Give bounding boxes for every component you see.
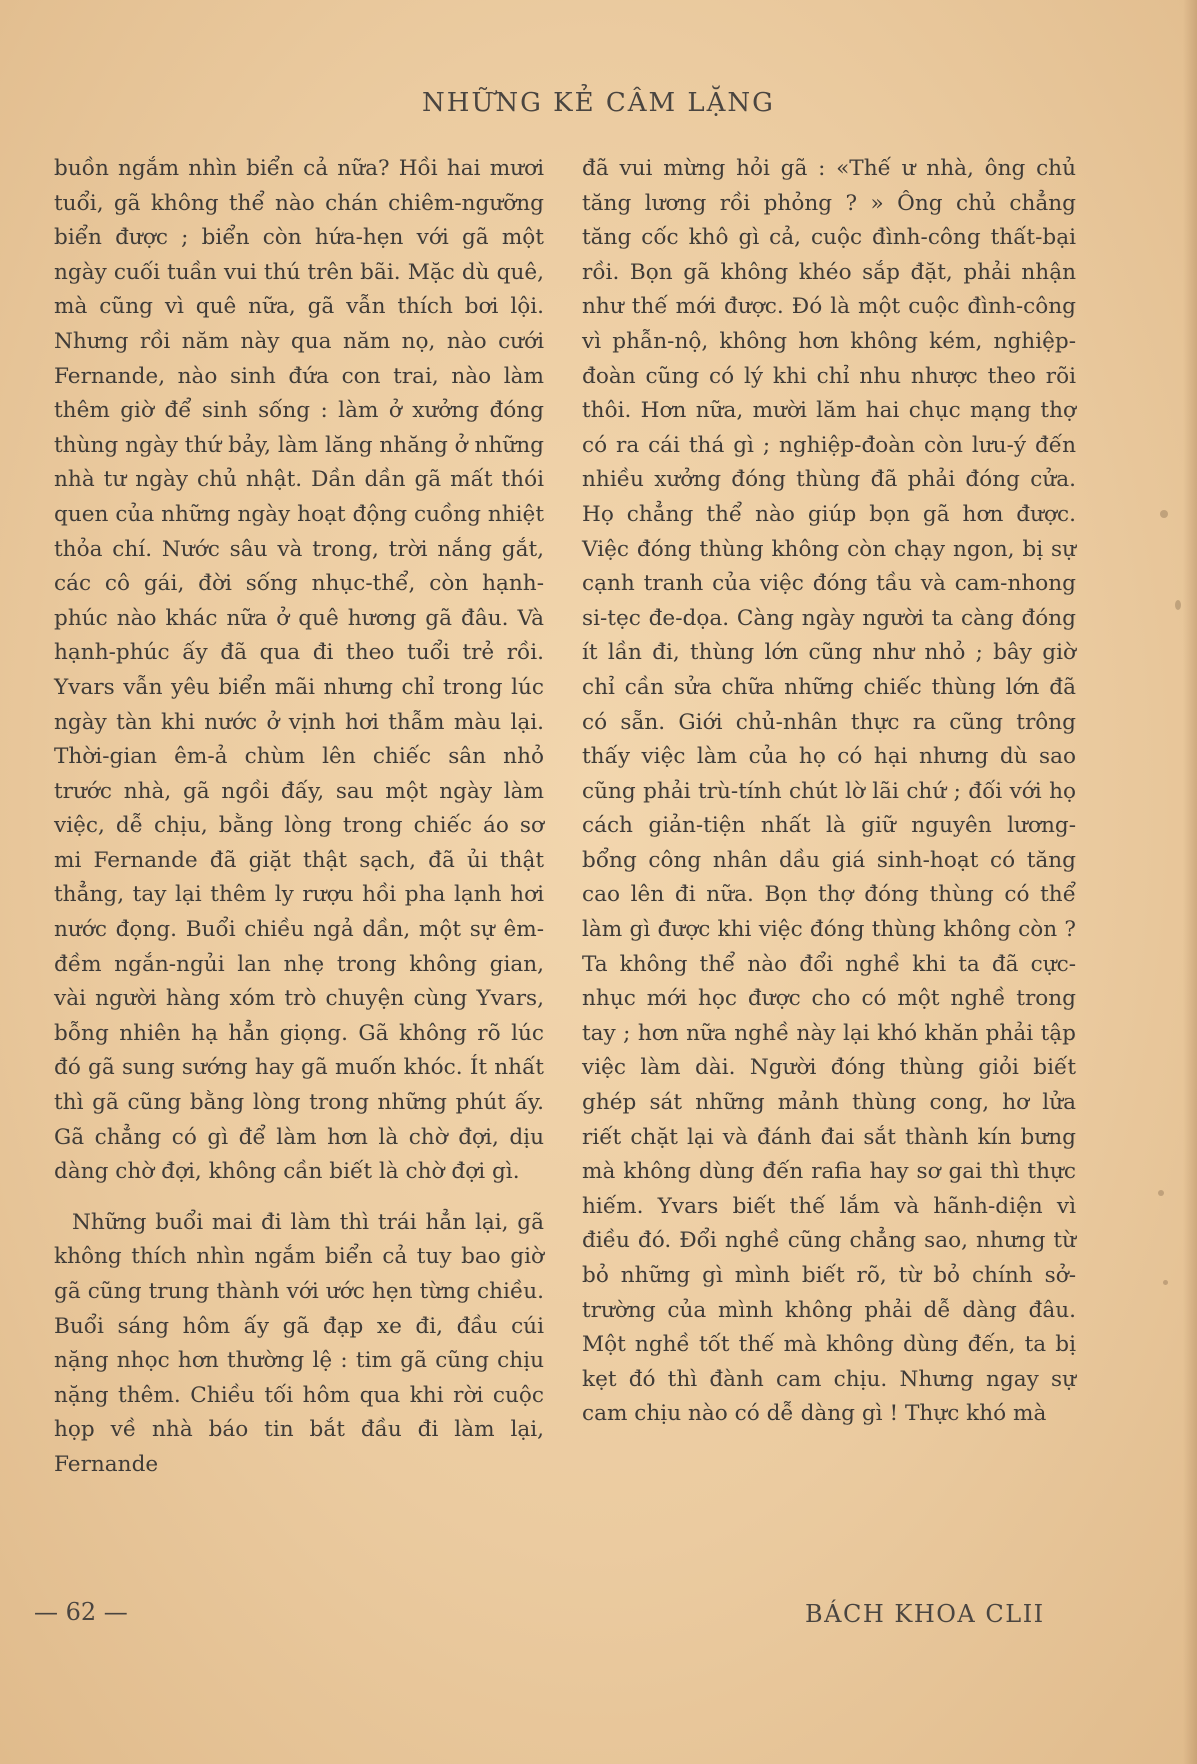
right-column — [582, 152, 1076, 1432]
page-edge-shadow — [1183, 0, 1197, 1764]
left-column — [54, 152, 544, 1483]
running-title: NHỮNG KẺ CÂM LẶNG — [422, 88, 775, 118]
left-paragraph-2: Những buổi mai đi làm thì trái hẳn lại, gã không thích nhìn ngắm biển cả tuy bao giờ gã cũng trung thành với ước hẹn từng chiều. Buổi sáng hôm ấy gã đạp xe đi, đầu cúi nặng nhọc hơn thường lệ : tim gã cũng chịu nặng thêm. Chiều tối hôm qua khi rời cuộc họp về nhà báo tin bắt đầu đi làm lại, Fernande — [54, 1209, 544, 1477]
page-number: — 62 — — [34, 1598, 128, 1626]
right-paragraph-1: đã vui mừng hỏi gã : «Thế ư nhà, ông chủ tăng lương rồi phỏng ? » Ông chủ chẳng tăng cốc khô gì cả, cuộc đình-công thất-bại rồi. Bọn gã không khéo sắp đặt, phải nhận như thế mới được. Đó là một cuộc đình-công vì phẫn-nộ, không hơn không kém, nghiệp-đoàn cũng có lý khi chỉ nhu nhược theo rõi thôi. Hơn nữa, mười lăm hai chục mạng thợ có ra cái thá gì ; nghiệp-đoàn còn lưu-ý đến nhiều xưởng đóng thùng đã phải đóng cửa. Họ chẳng thể nào giúp bọn gã hơn được. Việc đóng thùng không còn chạy ngon, bị sự cạnh tranh của việc đóng tầu và cam-nhong si-tẹc đe-dọa. Càng ngày người ta càng đóng ít lần đi, thùng lớn cũng như nhỏ ; bây giờ chỉ cần sửa chữa những chiếc thùng lớn đã có sẵn. Giới chủ-nhân thực ra cũng trông thấy việc làm của họ có hại nhưng dù sao cũng phải trù-tính chút lờ lãi chứ ; đối với họ cách giản-tiện nhất là giữ nguyên lương-bổng công nhân dầu giá sinh-hoạt có tăng cao lên đi nữa. Bọn thợ đóng thùng có thể làm gì được khi việc đóng thùng không còn ? Ta không thể nào đổi nghề khi ta đã cực-nhục mới học được cho có một nghề trong tay ; hơn nữa nghề này lại khó khăn phải tập việc làm dài. Người đóng thùng giỏi biết ghép sát những mảnh thùng cong, hơ lửa riết chặt lại và đánh đai sắt thành kín bưng mà không dùng đến rafia hay sơ gai thì thực hiếm. Yvars biết thế lắm và hãnh-diện vì điều đó. Đổi nghề cũng chẳng sao, nhưng từ bỏ những gì mình biết rõ, từ bỏ chính sở-trường của mình không phải dễ dàng đâu. Một nghề tốt thế mà không dùng đến, ta bị kẹt đó thì đành cam chịu. Nhưng ngay sự cam chịu nào có dễ dàng gì ! Thực khó mà — [582, 156, 1076, 1427]
paper-stain — [1175, 600, 1181, 610]
paper-stain — [1158, 1190, 1164, 1196]
paper-stain — [1163, 1280, 1168, 1285]
left-paragraph-1: buồn ngắm nhìn biển cả nữa? Hồi hai mươi tuổi, gã không thể nào chán chiêm-ngưỡng biển được ; biển còn hứa-hẹn với gã một ngày cuối tuần vui thú trên bãi. Mặc dù quê, mà cũng vì quê nữa, gã vẫn thích bơi lội. Nhưng rồi năm này qua năm nọ, nào cưới Fernande, nào sinh đứa con trai, nào làm thêm giờ để sinh sống : làm ở xưởng đóng thùng ngày thứ bảy, làm lăng nhăng ở những nhà tư ngày chủ nhật. Dần dần gã mất thói quen của những ngày hoạt động cuồng nhiệt thỏa chí. Nước sâu và trong, trời nắng gắt, các cô gái, đời sống nhục-thể, còn hạnh-phúc nào khác nữa ở quê hương gã đâu. Và hạnh-phúc ấy đã qua đi theo tuổi trẻ rồi. Yvars vẫn yêu biển mãi nhưng chỉ trong lúc ngày tàn khi nước ở vịnh hơi thẫm màu lại. Thời-gian êm-ả chùm lên chiếc sân nhỏ trước nhà, gã ngồi đấy, sau một ngày làm việc, dễ chịu, bằng lòng trong chiếc áo sơ mi Fernande đã giặt thật sạch, đã ủi thật thẳng, tay lại thêm ly rượu hồi pha lạnh hơi nước đọng. Buổi chiều ngả dần, một sự êm-đềm ngắn-ngủi lan nhẹ trong không gian, vài người hàng xóm trò chuyện cùng Yvars, bỗng nhiên hạ hẳn giọng. Gã không rõ lúc đó gã sung sướng hay gã muốn khóc. Ít nhất thì gã cũng bằng lòng trong những phút ấy. Gã chẳng có gì để làm hơn là chờ đợi, dịu dàng chờ đợi, không cần biết là chờ đợi gì. — [54, 156, 544, 1185]
paper-stain — [1160, 510, 1168, 518]
publication-name: BÁCH KHOA CLII — [805, 1600, 1045, 1628]
